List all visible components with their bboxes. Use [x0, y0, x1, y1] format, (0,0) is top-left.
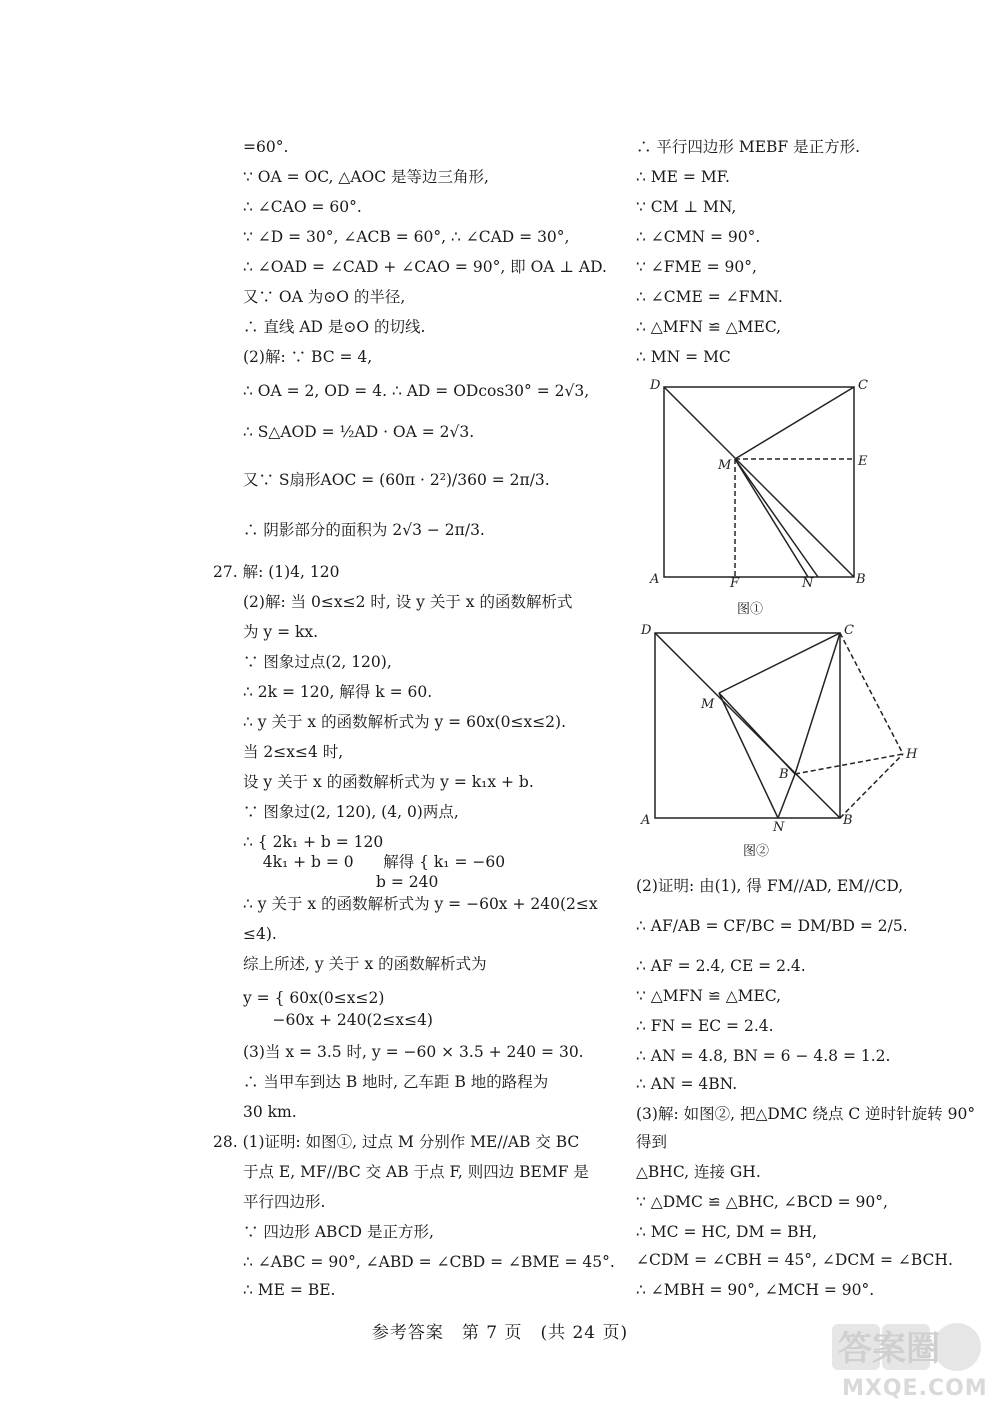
- problem-28-header: 28. (1)证明: 如图①, 过点 M 分别作 ME//AB 交 BC: [213, 1133, 580, 1151]
- label-a: A: [641, 813, 651, 828]
- diagonal-db: [664, 387, 854, 577]
- watermark-site: MXQE.COM: [842, 1376, 988, 1401]
- text-line: ∵ △DMC ≌ △BHC, ∠BCD = 90°,: [636, 1193, 888, 1211]
- text-line: ∵ △MFN ≌ △MEC,: [636, 987, 782, 1005]
- text-line: ∵ 图象过点(2, 120),: [243, 653, 392, 671]
- page-footer: 参考答案 第 7 页 (共 24 页): [371, 1323, 629, 1343]
- problem-27-header: 27. 解: (1)4, 120: [213, 563, 340, 581]
- text-line: ∵ ∠FME = 90°,: [636, 258, 757, 276]
- label-n: N: [773, 820, 785, 835]
- text-line: (3)解: 如图②, 把△DMC 绕点 C 逆时针旋转 90°: [636, 1105, 976, 1123]
- text-line: ∴ ∠ABC = 90°, ∠ABD = ∠CBD = ∠BME = 45°.: [243, 1253, 615, 1271]
- text-line: 设 y 关于 x 的函数解析式为 y = k₁x + b.: [243, 773, 534, 791]
- text-line: ∴ ME = MF.: [636, 168, 730, 186]
- piecewise-line: −60x + 240(2≤x≤4): [243, 1011, 433, 1029]
- label-n: N: [802, 576, 814, 591]
- text-line: ∵ CM ⊥ MN,: [636, 198, 737, 216]
- label-b: B: [856, 572, 866, 587]
- text-line: 得到: [636, 1133, 668, 1151]
- text-line: (2)解: ∵ BC = 4,: [243, 348, 373, 366]
- text-line: ∴ FN = EC = 2.4.: [636, 1017, 774, 1035]
- text-line: ∴ AF/AB = CF/BC = DM/BD = 2/5.: [636, 917, 908, 935]
- text-line: ∴ AN = 4.8, BN = 6 − 4.8 = 1.2.: [636, 1047, 891, 1065]
- text-line: ∴ S△AOD = ½AD · OA = 2√3.: [243, 423, 475, 441]
- text-line: ∴ 平行四边形 MEBF 是正方形.: [636, 138, 861, 156]
- text-line: ∴ AN = 4BN.: [636, 1075, 738, 1093]
- text-line: ∴ 2k = 120, 解得 k = 60.: [243, 683, 433, 701]
- figure-2-lines: [655, 633, 903, 818]
- text-line: ∠CDM = ∠CBH = 45°, ∠DCM = ∠BCH.: [636, 1251, 953, 1269]
- segment-mc: [735, 387, 854, 459]
- label-m: M: [701, 697, 715, 712]
- text-line: 又∵ OA 为⊙O 的半径,: [243, 288, 406, 306]
- label-m: M: [718, 458, 732, 473]
- segment-mb: [719, 693, 795, 774]
- text-line: 平行四边形.: [243, 1193, 326, 1211]
- label-c: C: [858, 378, 868, 393]
- text-line: ≤4).: [243, 925, 277, 943]
- text-line: ∵ ∠D = 30°, ∠ACB = 60°, ∴ ∠CAD = 30°,: [243, 228, 570, 246]
- piecewise-line: y = { 60x(0≤x≤2): [243, 989, 385, 1007]
- segment-cb: [795, 633, 840, 774]
- text-line: (3)当 x = 3.5 时, y = −60 × 3.5 + 240 = 30.: [243, 1043, 584, 1061]
- system-equation-line: ∴ { 2k₁ + b = 120: [243, 833, 384, 851]
- label-b: B: [843, 813, 853, 828]
- text-line: 30 km.: [243, 1103, 297, 1121]
- text-line: △BHC, 连接 GH.: [636, 1163, 761, 1181]
- text-line: ∴ OA = 2, OD = 4. ∴ AD = ODcos30° = 2√3,: [243, 382, 590, 400]
- text-line: (2)解: 当 0≤x≤2 时, 设 y 关于 x 的函数解析式: [243, 593, 573, 611]
- segment-mb: [735, 459, 818, 577]
- text-line: ∴ ∠OAD = ∠CAD + ∠CAO = 90°, 即 OA ⊥ AD.: [243, 258, 607, 276]
- text-line: 又∵ S扇形AOC = (60π · 2²)/360 = 2π/3.: [243, 471, 550, 489]
- text-line: ∴ ∠CAO = 60°.: [243, 198, 362, 216]
- text-line: ∵ OA = OC, △AOC 是等边三角形,: [243, 168, 489, 186]
- figure-1: [640, 375, 870, 595]
- text-line: ∴ MC = HC, DM = BH,: [636, 1223, 818, 1241]
- text-line: ∵ 四边形 ABCD 是正方形,: [243, 1223, 434, 1241]
- text-line: 当 2≤x≤4 时,: [243, 743, 344, 761]
- text-line: ∴ y 关于 x 的函数解析式为 y = 60x(0≤x≤2).: [243, 713, 567, 731]
- label-d: D: [650, 378, 661, 393]
- text-line: =60°.: [243, 138, 289, 156]
- label-c: C: [844, 623, 854, 638]
- label-f: F: [730, 576, 740, 591]
- segment-mc: [719, 633, 840, 693]
- text-line: ∵ 图象过(2, 120), (4, 0)两点,: [243, 803, 459, 821]
- diagonal-db: [655, 633, 840, 818]
- text-line: 于点 E, MF//BC 交 AB 于点 F, 则四边 BEMF 是: [243, 1163, 589, 1181]
- text-line: ∴ ∠CME = ∠FMN.: [636, 288, 783, 306]
- svg-text:答案圈: 答案圈: [838, 1329, 940, 1369]
- text-line: ∴ ∠CMN = 90°.: [636, 228, 761, 246]
- text-line: ∴ 当甲车到达 B 地时, 乙车距 B 地的路程为: [243, 1073, 549, 1091]
- segment-bh: [840, 754, 903, 818]
- system-equation-line: 4k₁ + b = 0 解得 { k₁ = −60: [243, 853, 506, 871]
- figure-2-caption: 图②: [743, 844, 770, 859]
- text-line: 综上所述, y 关于 x 的函数解析式为: [243, 955, 487, 973]
- text-line: ∴ MN = MC: [636, 348, 731, 366]
- text-line: ∴ △MFN ≌ △MEC,: [636, 318, 782, 336]
- text-line: ∴ ∠MBH = 90°, ∠MCH = 90°.: [636, 1281, 875, 1299]
- label-a: A: [650, 572, 660, 587]
- text-line: ∴ 直线 AD 是⊙O 的切线.: [243, 318, 426, 336]
- label-b-inner: B: [779, 767, 789, 782]
- figure-2: [635, 620, 925, 835]
- label-h: H: [906, 747, 918, 762]
- label-e: E: [858, 454, 868, 469]
- text-line: (2)证明: 由(1), 得 FM//AD, EM//CD,: [636, 877, 904, 895]
- text-line: ∴ ME = BE.: [243, 1281, 336, 1299]
- text-line: 为 y = kx.: [243, 623, 319, 641]
- segment-mn: [735, 459, 808, 577]
- figure-1-caption: 图①: [737, 602, 764, 617]
- label-d: D: [641, 623, 652, 638]
- system-equation-line: b = 240: [243, 873, 439, 891]
- text-line: ∴ 阴影部分的面积为 2√3 − 2π/3.: [243, 521, 485, 539]
- segment-mn: [719, 693, 778, 818]
- figure-1-lines: [664, 387, 854, 577]
- text-line: ∴ AF = 2.4, CE = 2.4.: [636, 957, 806, 975]
- text-line: ∴ y 关于 x 的函数解析式为 y = −60x + 240(2≤x: [243, 895, 598, 913]
- segment-ch: [840, 633, 903, 754]
